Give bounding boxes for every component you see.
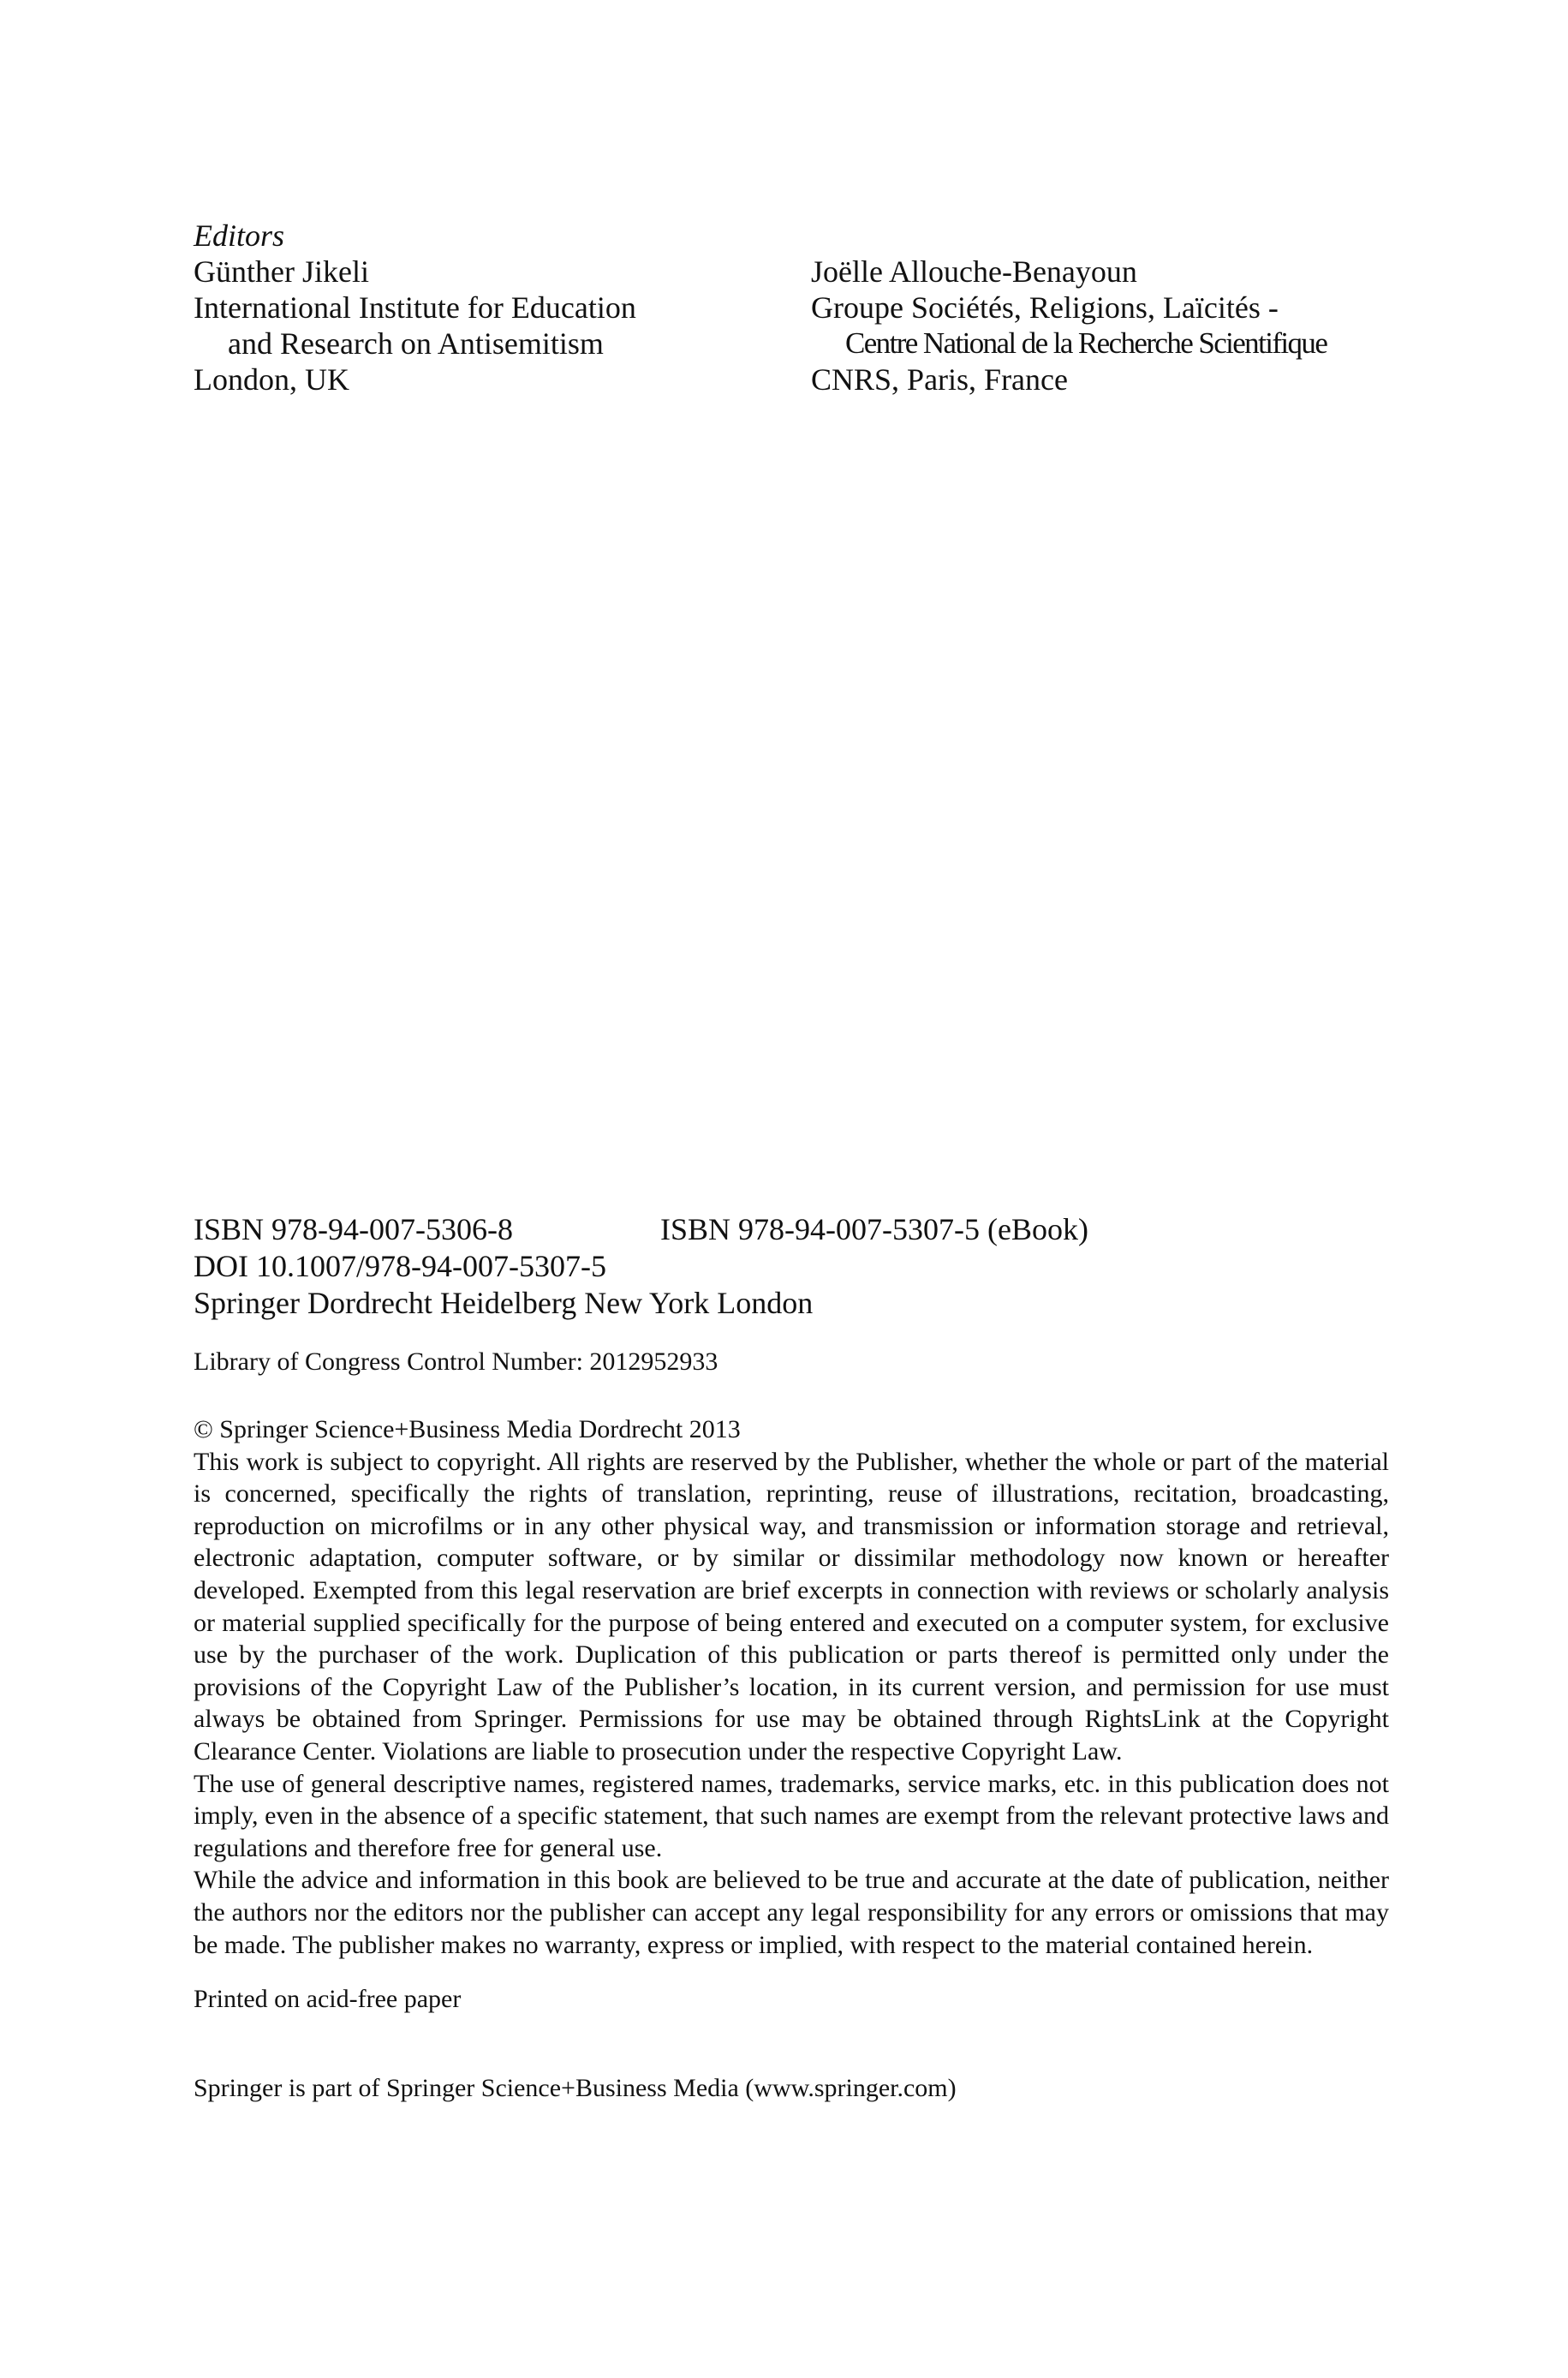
copyright-paragraph-disclaimer: While the advice and information in this book are believed to be true and accurate at the date of publication, neither the authors nor the editors nor the publisher can accept any legal responsibility for any errors or omissions that may be made. The publisher makes no warranty, express or implied, with respect to the material contained herein.	[194, 1866, 1389, 1959]
copyright-paragraph-names: The use of general descriptive names, registered names, trademarks, service marks, etc. in this publication does not imply, even in the absence of a specific statement, that such names are exempt from the relevant protective laws and regulations and therefore free for general use.	[194, 1769, 1389, 1862]
library-of-congress: Library of Congress Control Number: 2012952933	[194, 1347, 718, 1376]
editor-left-affiliation-line2: and Research on Antisemitism	[228, 326, 604, 361]
isbn-row	[194, 1211, 1392, 1248]
copyright-block	[194, 1413, 1389, 1961]
editor-right-affiliation-line2: Centre National de la Recherche Scientifique	[845, 326, 1327, 360]
springer-note: Springer is part of Springer Science+Business Media (www.springer.com)	[194, 2074, 957, 2102]
copyright-notice: © Springer Science+Business Media Dordrecht 2013	[194, 1415, 741, 1443]
printed-note: Printed on acid-free paper	[194, 1985, 462, 2013]
editor-right-affiliation-line1: Groupe Sociétés, Religions, Laïcités -	[811, 290, 1279, 325]
editor-right-location: CNRS, Paris, France	[811, 362, 1068, 397]
editor-left-location: London, UK	[194, 362, 349, 397]
editor-right-name: Joëlle Allouche-Benayoun	[811, 254, 1137, 289]
editor-left-name: Günther Jikeli	[194, 254, 369, 289]
editors-label: Editors	[194, 218, 285, 253]
copyright-paragraph-rights: This work is subject to copyright. All rights are reserved by the Publisher, whether the whole or part of the material is concerned, specifically the rights of translation, reprinting, reuse of illustrations, recitation, broadcasting, reproduction on microfilms or in any other physical way, and transmission or information storage and retrieval, electronic adaptation, computer software, or by similar or dissimilar methodology now known or hereafter developed. Exempted from this legal reservation are brief excerpts in connection with reviews or scholarly analysis or material supplied specifically for the purpose of being entered and executed on a computer system, for exclusive use by the purchaser of the work. Duplication of this publication or parts thereof is permitted only under the provisions of the Copyright Law of the Publisher’s location, in its current version, and permission for use must always be obtained from Springer. Permissions for use may be obtained through RightsLink at the Copyright Clearance Center. Violations are liable to prosecution under the respective Copyright Law.	[194, 1447, 1389, 1766]
publisher-line: Springer Dordrecht Heidelberg New York London	[194, 1286, 814, 1320]
editor-left	[194, 254, 793, 397]
isbn-ebook: ISBN 978-94-007-5307-5 (eBook)	[660, 1212, 1088, 1246]
doi: DOI 10.1007/978-94-007-5307-5	[194, 1249, 606, 1283]
editor-right	[811, 254, 1462, 397]
publication-info	[194, 1211, 1392, 1322]
isbn-print: ISBN 978-94-007-5306-8	[194, 1212, 513, 1246]
editor-left-affiliation-line1: International Institute for Education	[194, 290, 636, 325]
